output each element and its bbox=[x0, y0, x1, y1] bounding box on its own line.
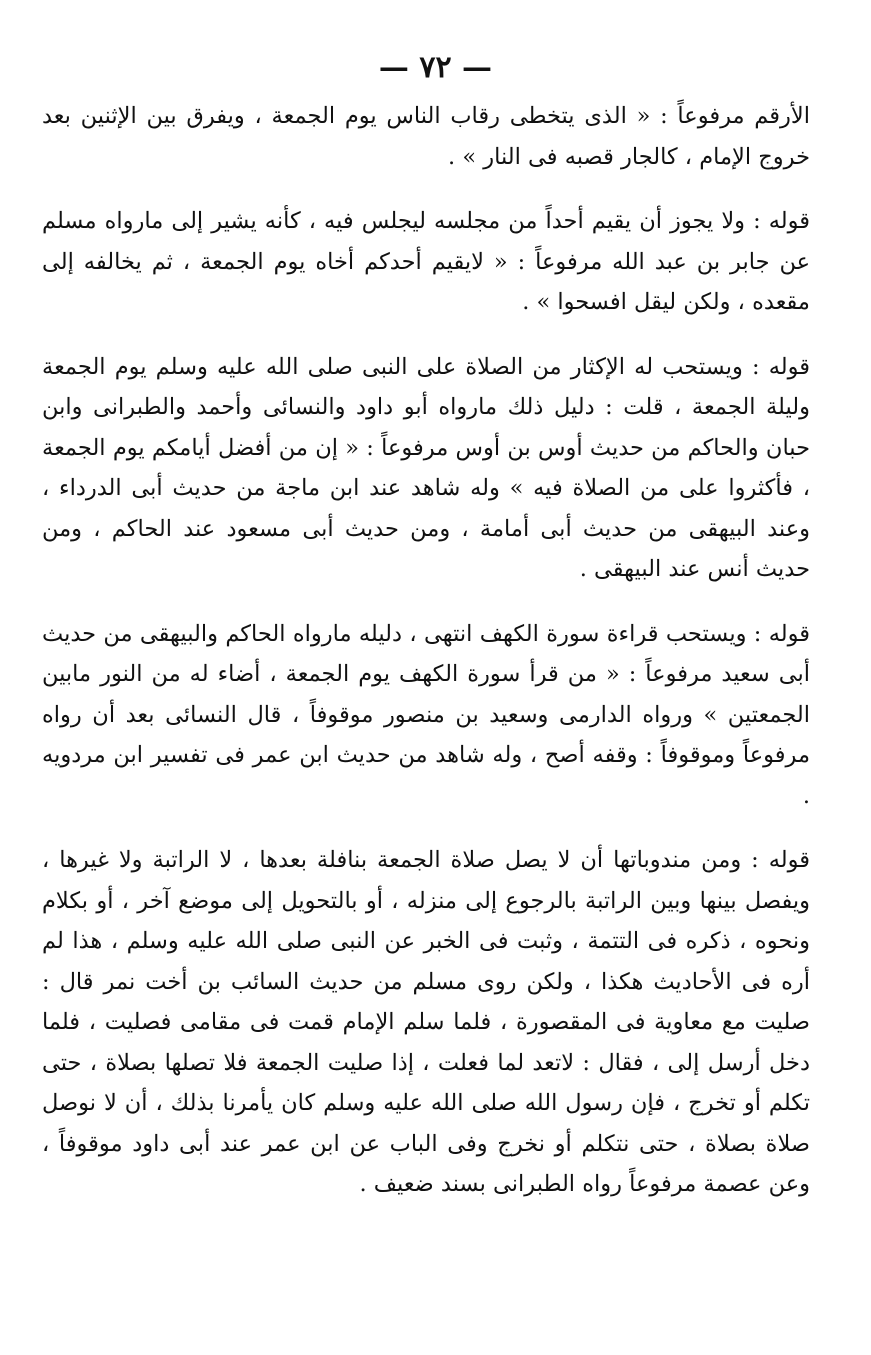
body-text bbox=[42, 96, 810, 1205]
page-number: — ٧٢ — bbox=[378, 50, 493, 85]
paragraph-3: قوله : ويستحب له الإكثار من الصلاة على النبى صلى الله عليه وسلم يوم الجمعة وليلة الجمعة ، قلت : دليل ذلك مارواه أبو داود والنسائى وأحمد والطبرانى وابن حبان والحاكم من حديث أوس بن أوس مرفوعاً : « إن من أفضل أيامكم يوم الجمعة ، فأكثروا على من الصلاة فيه » وله شاهد عند ابن ماجة من حديث أبى الدرداء ، وعند البيهقى من حديث أبى أمامة ، ومن حديث أبى مسعود عند الحاكم ، ومن حديث أنس عند البيهقى . bbox=[42, 353, 810, 582]
paragraph-5: قوله : ومن مندوباتها أن لا يصل صلاة الجمعة بنافلة بعدها ، لا الراتبة ولا غيرها ، ويفصل بينها وبين الراتبة بالرجوع إلى منزله ، أو بالتحويل إلى موضع آخر ، أو بكلام ونحوه ، ذكره فى التتمة ، وثبت فى الخبر عن النبى صلى الله عليه وسلم ، هذا لم أره فى الأحاديث هكذا ، ولكن روى مسلم من حديث السائب بن أخت نمر قال : صليت مع معاوية فى المقصورة ، فلما سلم الإمام قمت فى مقامى فصليت ، فلما دخل أرسل إلى ، فقال : لاتعد لما فعلت ، إذا صليت الجمعة فلا تصلها بصلاة ، حتى تكلم أو تخرج ، فإن رسول الله صلى الله عليه وسلم كان يأمرنا بذلك ، أن لا نوصل صلاة بصلاة ، حتى نتكلم أو نخرج وفى الباب عن ابن عمر عند أبى داود موقوفاً ، وعن عصمة مرفوعاً رواه الطبرانى بسند ضعيف . bbox=[42, 847, 810, 1197]
paragraph-1: الأرقم مرفوعاً : « الذى يتخطى رقاب الناس يوم الجمعة ، ويفرق بين الإثنين بعد خروج الإمام ، كالجار قصبه فى النار » . bbox=[42, 103, 810, 170]
paragraph-4: قوله : ويستحب قراءة سورة الكهف انتهى ، دليله مارواه الحاكم والبيهقى من حديث أبى سعيد مرفوعاً : « من قرأ سورة الكهف يوم الجمعة ، أضاء له من النور مابين الجمعتين » ورواه الدارمى وسعيد بن منصور موقوفاً ، قال النسائى بعد أن رواه مرفوعاً وموقوفاً : وقفه أصح ، وله شاهد من حديث ابن عمر فى تفسير ابن مردويه . bbox=[42, 620, 810, 809]
paragraph-2: قوله : ولا يجوز أن يقيم أحداً من مجلسه ليجلس فيه ، كأنه يشير إلى مارواه مسلم عن جابر بن عبد الله مرفوعاً : « لايقيم أحدكم أخاه يوم الجمعة ، ثم يخالفه إلى مقعده ، ولكن ليقل افسحوا » . bbox=[42, 208, 810, 315]
